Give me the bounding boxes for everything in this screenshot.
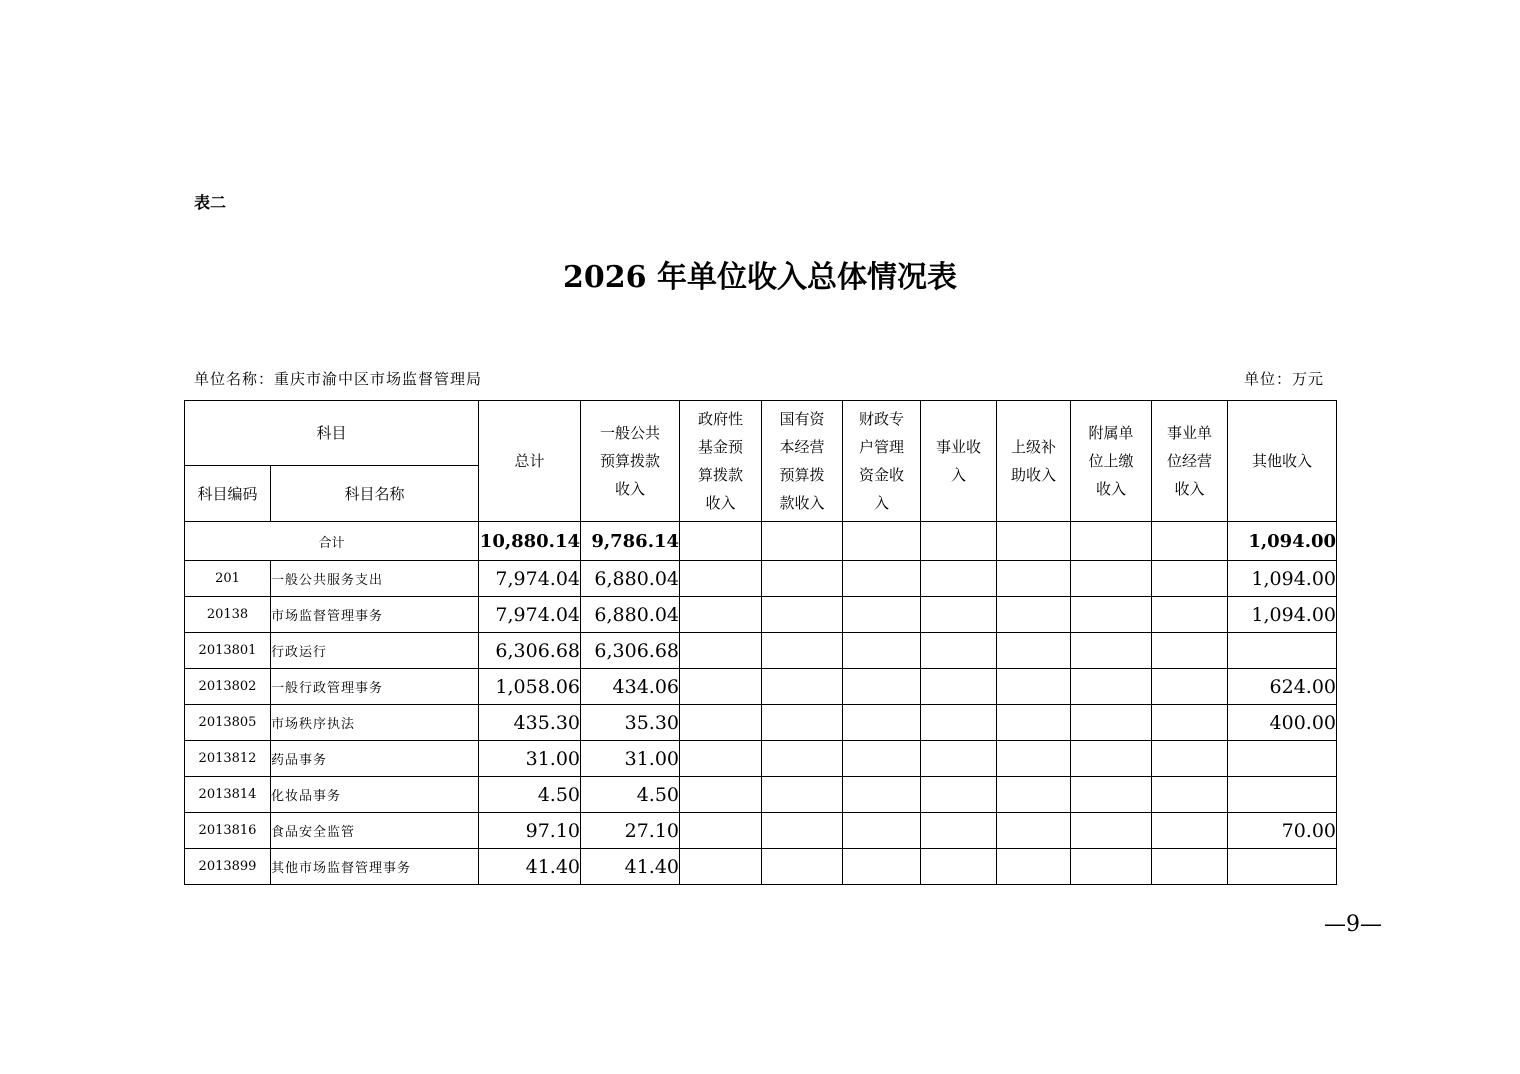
table-row	[185, 597, 1337, 633]
amount-cell: 434.06	[581, 669, 680, 705]
subject-name: 一般公共服务支出	[271, 561, 479, 597]
amount-cell	[921, 669, 997, 705]
header-col-fiscal-account: 财政专户管理资金收入	[843, 401, 921, 522]
header-subject-name: 科目名称	[271, 466, 479, 522]
amount-cell: 27.10	[581, 813, 680, 849]
subject-code: 2013899	[185, 849, 271, 885]
page-number: —9—	[1324, 912, 1382, 937]
header-col-state-capital: 国有资本经营预算拨款收入	[762, 401, 843, 522]
amount-cell: 6,880.04	[581, 561, 680, 597]
amount-cell	[843, 669, 921, 705]
subject-code: 201	[185, 561, 271, 597]
total-cell	[843, 522, 921, 561]
amount-cell: 31.00	[581, 741, 680, 777]
subject-code: 2013801	[185, 633, 271, 669]
amount-cell	[680, 813, 762, 849]
amount-cell: 31.00	[479, 741, 581, 777]
subject-code: 2013816	[185, 813, 271, 849]
subject-code: 2013805	[185, 705, 271, 741]
amount-cell	[843, 813, 921, 849]
amount-cell	[1071, 777, 1152, 813]
amount-cell: 4.50	[581, 777, 680, 813]
amount-cell	[1071, 633, 1152, 669]
subject-name: 市场秩序执法	[271, 705, 479, 741]
amount-cell	[997, 705, 1071, 741]
amount-cell	[1071, 849, 1152, 885]
amount-cell	[1152, 849, 1228, 885]
subject-name: 市场监督管理事务	[271, 597, 479, 633]
amount-cell	[1071, 597, 1152, 633]
amount-cell	[1228, 777, 1337, 813]
amount-cell: 7,974.04	[479, 561, 581, 597]
amount-cell: 41.40	[581, 849, 680, 885]
amount-cell	[1152, 777, 1228, 813]
amount-cell	[921, 633, 997, 669]
table-row	[185, 561, 1337, 597]
amount-cell	[1071, 813, 1152, 849]
table-row	[185, 741, 1337, 777]
amount-cell	[762, 849, 843, 885]
amount-cell	[680, 561, 762, 597]
amount-cell	[1152, 561, 1228, 597]
amount-cell	[1152, 633, 1228, 669]
subject-name: 食品安全监管	[271, 813, 479, 849]
amount-cell	[997, 849, 1071, 885]
amount-cell: 7,974.04	[479, 597, 581, 633]
amount-cell	[843, 705, 921, 741]
amount-cell	[762, 633, 843, 669]
amount-cell	[921, 849, 997, 885]
header-col-superior-subsidy: 上级补助收入	[997, 401, 1071, 522]
amount-cell	[997, 597, 1071, 633]
header-col-other: 其他收入	[1228, 401, 1337, 522]
total-cell	[921, 522, 997, 561]
amount-cell	[1228, 741, 1337, 777]
amount-cell	[843, 561, 921, 597]
amount-cell	[997, 741, 1071, 777]
amount-cell	[921, 597, 997, 633]
amount-cell	[680, 741, 762, 777]
table-row	[185, 813, 1337, 849]
amount-cell	[997, 777, 1071, 813]
amount-cell	[1071, 669, 1152, 705]
amount-cell	[997, 633, 1071, 669]
subject-name: 药品事务	[271, 741, 479, 777]
amount-cell	[680, 669, 762, 705]
amount-cell	[762, 777, 843, 813]
amount-cell	[1228, 633, 1337, 669]
total-cell: 9,786.14	[581, 522, 680, 561]
amount-cell	[1071, 561, 1152, 597]
subject-code: 2013814	[185, 777, 271, 813]
amount-cell	[1152, 597, 1228, 633]
subject-name: 行政运行	[271, 633, 479, 669]
amount-cell	[1228, 849, 1337, 885]
amount-cell	[680, 633, 762, 669]
header-col-business-income: 事业收入	[921, 401, 997, 522]
header-col-total: 总计	[479, 401, 581, 522]
amount-cell: 97.10	[479, 813, 581, 849]
table-row	[185, 777, 1337, 813]
amount-cell	[1152, 705, 1228, 741]
amount-cell	[843, 633, 921, 669]
amount-cell	[997, 669, 1071, 705]
amount-cell	[921, 705, 997, 741]
amount-cell	[1152, 669, 1228, 705]
page-title: 2026 年单位收入总体情况表	[563, 260, 957, 295]
amount-cell	[921, 741, 997, 777]
amount-cell	[843, 597, 921, 633]
subject-name: 一般行政管理事务	[271, 669, 479, 705]
amount-cell: 1,058.06	[479, 669, 581, 705]
amount-cell: 624.00	[1228, 669, 1337, 705]
amount-cell	[1071, 705, 1152, 741]
header-col-affiliate: 附属单位上缴收入	[1071, 401, 1152, 522]
amount-cell: 6,306.68	[581, 633, 680, 669]
amount-cell	[921, 561, 997, 597]
amount-cell	[921, 813, 997, 849]
amount-cell	[762, 813, 843, 849]
subject-code: 2013812	[185, 741, 271, 777]
income-table	[184, 400, 1337, 885]
subject-name: 化妆品事务	[271, 777, 479, 813]
total-cell	[1152, 522, 1228, 561]
amount-cell	[921, 777, 997, 813]
amount-cell	[997, 813, 1071, 849]
amount-cell	[762, 597, 843, 633]
amount-cell	[680, 597, 762, 633]
amount-cell	[762, 741, 843, 777]
amount-cell	[680, 849, 762, 885]
amount-cell: 400.00	[1228, 705, 1337, 741]
table-row	[185, 705, 1337, 741]
amount-cell	[1152, 741, 1228, 777]
subject-name: 其他市场监督管理事务	[271, 849, 479, 885]
table-label: 表二	[194, 193, 227, 212]
amount-cell: 4.50	[479, 777, 581, 813]
amount-cell	[1071, 741, 1152, 777]
total-cell	[997, 522, 1071, 561]
unit-label: 单位：万元	[1243, 370, 1324, 388]
total-cell	[1071, 522, 1152, 561]
subject-code: 2013802	[185, 669, 271, 705]
table-header	[185, 401, 1337, 522]
amount-cell: 35.30	[581, 705, 680, 741]
total-cell	[762, 522, 843, 561]
amount-cell	[1152, 813, 1228, 849]
amount-cell	[843, 777, 921, 813]
total-label: 合计	[185, 522, 479, 561]
header-col-gov-fund: 政府性基金预算拨款收入	[680, 401, 762, 522]
table-body	[185, 522, 1337, 885]
amount-cell: 6,306.68	[479, 633, 581, 669]
amount-cell: 70.00	[1228, 813, 1337, 849]
amount-cell: 41.40	[479, 849, 581, 885]
table-row	[185, 633, 1337, 669]
amount-cell	[680, 777, 762, 813]
unit-name: 单位名称：重庆市渝中区市场监督管理局	[194, 370, 483, 388]
amount-cell: 435.30	[479, 705, 581, 741]
header-col-general-budget: 一般公共预算拨款收入	[581, 401, 680, 522]
amount-cell	[843, 741, 921, 777]
amount-cell	[997, 561, 1071, 597]
total-cell: 1,094.00	[1228, 522, 1337, 561]
amount-cell	[762, 561, 843, 597]
header-col-unit-operation: 事业单位经营收入	[1152, 401, 1228, 522]
table-row	[185, 849, 1337, 885]
total-cell: 10,880.14	[479, 522, 581, 561]
amount-cell: 1,094.00	[1228, 597, 1337, 633]
amount-cell	[762, 669, 843, 705]
amount-cell: 6,880.04	[581, 597, 680, 633]
total-cell	[680, 522, 762, 561]
table-row	[185, 669, 1337, 705]
total-row	[185, 522, 1337, 561]
amount-cell	[680, 705, 762, 741]
amount-cell: 1,094.00	[1228, 561, 1337, 597]
subject-code: 20138	[185, 597, 271, 633]
header-subject: 科目	[185, 401, 479, 466]
header-subject-code: 科目编码	[185, 466, 271, 522]
amount-cell	[843, 849, 921, 885]
amount-cell	[762, 705, 843, 741]
